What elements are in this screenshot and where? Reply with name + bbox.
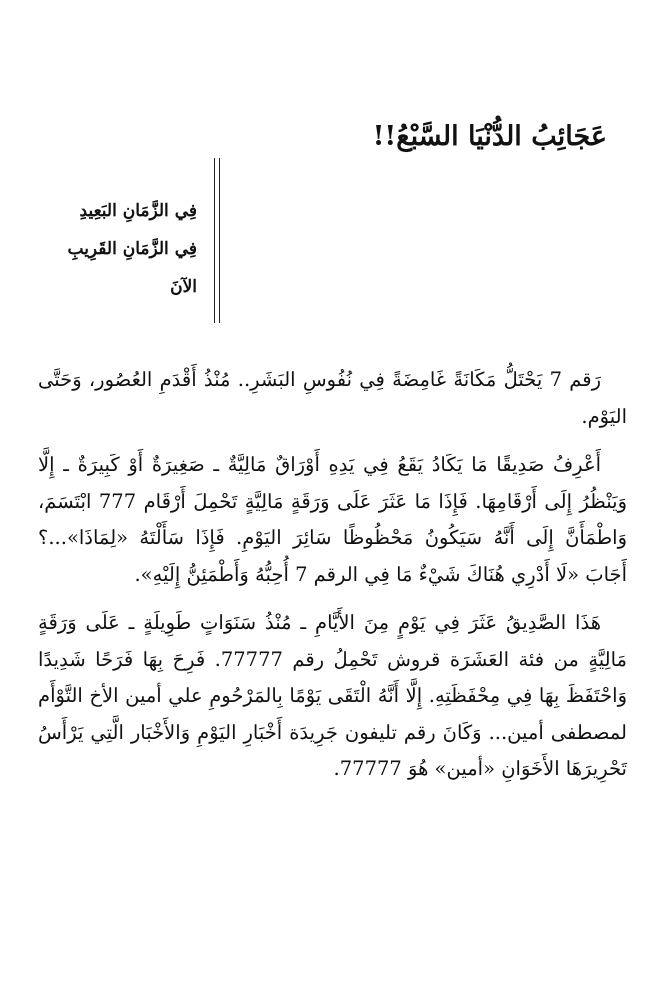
subtitle-line: فِي الزَّمَانِ القَرِيبِ: [67, 239, 197, 259]
subtitle-block: [68, 192, 198, 306]
body-paragraph: رَقم 7 يَحْتَلُّ مَكَانَةً غَامِضَةً فِي نُفُوسِ البَشَرِ.. مُنْذُ أَقْدَمِ العُصُور، وَحَتَّى اليَوْم.: [38, 368, 627, 428]
subtitle-line: الآنَ: [170, 277, 197, 297]
article-title: عَجَائِبُ الدُّنْيَا السَّبْعُ!!: [372, 121, 607, 152]
body-paragraph: أَعْرِفُ صَدِيقًا مَا يَكَادُ يَقَعُ فِي يَدِهِ أَوْرَاقٌ مَالِيَّةٌ ـ صَغِيرَةٌ أَوْ كَبِيرَةٌ ـ إِلَّا وَيَنْظُرُ إِلَى أَرْقَامِهَا. فَإِذَا مَا عَثَرَ عَلَى وَرَقَةٍ مَالِيَّةٍ تَحْمِلَ أَرْقَام 777 ابْتَسَمَ، وَاطْمَأَنَّ إِلَى أَنَّهُ سَيَكُونُ مَحْظُوظًا سَائِرَ اليَوْمِ. فَإِذَا سَأَلْتَهُ «لِمَاذَا»...؟ أَجَابَ «لَا أَدْرِي هُنَاكَ شَيْءٌ مَا فِي الرقم 7 أُحِبُّهُ وَأَطْمَئِنُّ إِلَيْهِ».: [38, 453, 627, 586]
body-paragraph: هَذَا الصَّدِيقُ عَثَرَ فِي يَوْمٍ مِنَ الأَيَّامِ ـ مُنْذُ سَنَوَاتٍ طَوِيلَةٍ ـ عَلَى وَرَقَةٍ مَالِيَّةٍ من فئة العَشَرَة قروش تَحْمِلُ رقم 77777. فَرِحَ بِهَا فَرَحًا شَدِيدًا وَاحْتَفَظَ بِهَا فِي مِحْفَظَتِهِ. إِلَّا أَنَّهُ الْتَقَى يَوْمًا بِالمَرْحُومِ علي أمين الأخ التَّوْأَم لمصطفى أمين... وَكَانَ رقم تليفون جَرِيدَة أَخْبَارِ اليَوْمِ وَالأَخْبَار الَّتِي يَرْأَسُ تَحْرِيرَهَا الأَخَوَانِ «أمين» هُوَ 77777.: [38, 611, 628, 780]
vertical-double-rule: [214, 158, 220, 323]
article-body: [38, 362, 627, 800]
subtitle-line: فِي الزَّمَانِ البَعِيدِ: [79, 201, 197, 221]
